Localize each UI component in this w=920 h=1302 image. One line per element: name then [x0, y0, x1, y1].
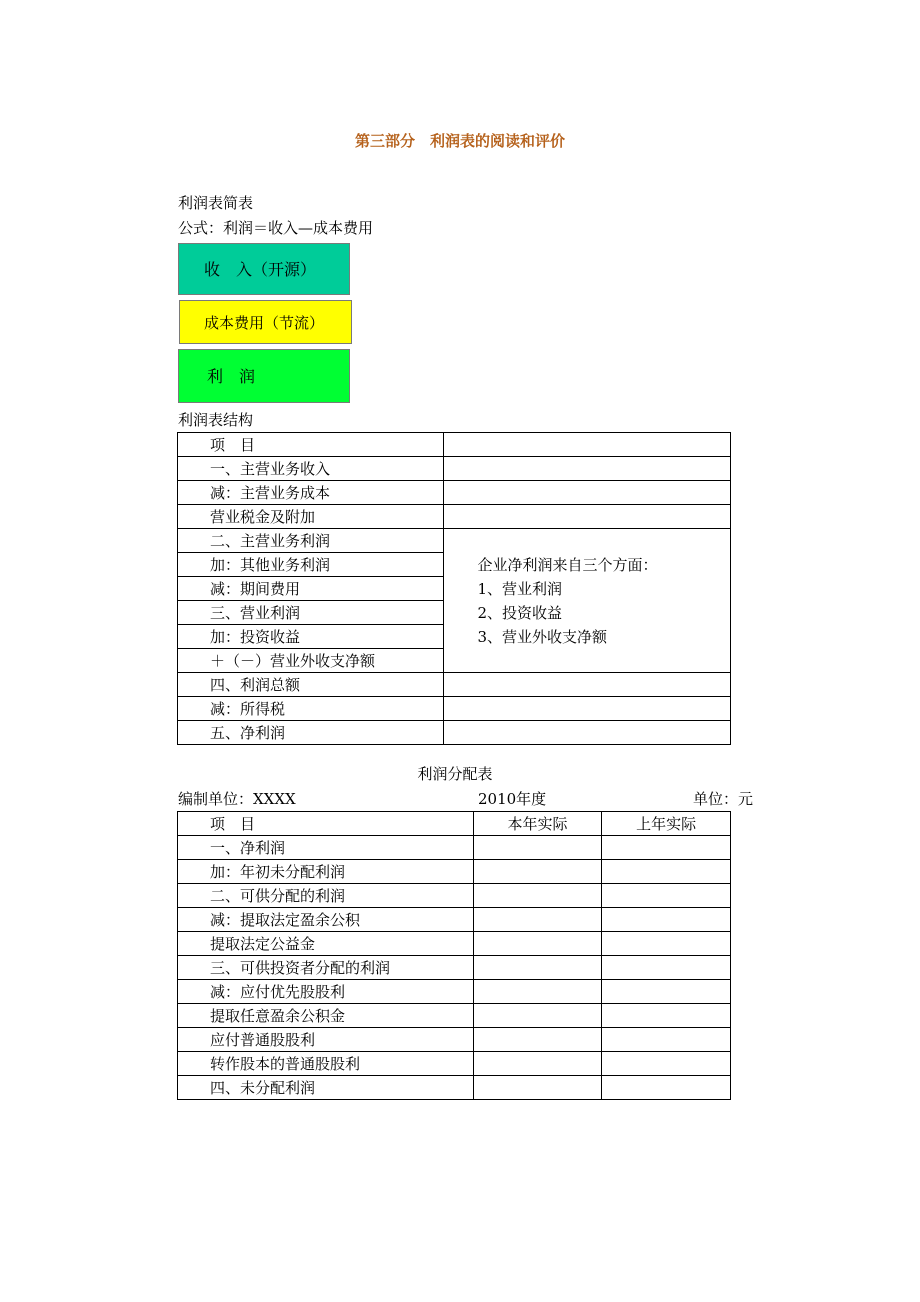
table-cell: 三、可供投资者分配的利润 — [178, 956, 474, 980]
table-cell: 加：年初未分配利润 — [178, 860, 474, 884]
table-row — [178, 721, 731, 745]
structure-heading: 利润表结构 — [178, 411, 254, 429]
table-row — [178, 956, 731, 980]
table-cell: 减：期间费用 — [178, 577, 444, 601]
table-cell: 四、未分配利润 — [178, 1076, 474, 1100]
table-cell: 减：所得税 — [178, 697, 444, 721]
table-cell: 应付普通股股利 — [178, 1028, 474, 1052]
table-cell: 二、主营业务利润 — [178, 529, 444, 553]
profit-box: 利 润 — [178, 349, 350, 403]
table-row — [178, 1076, 731, 1100]
table-cell: 加：其他业务利润 — [178, 553, 444, 577]
table-cell: 一、主营业务收入 — [178, 457, 444, 481]
table-cell: 减：应付优先股股利 — [178, 980, 474, 1004]
table-row — [178, 836, 731, 860]
table-row — [178, 884, 731, 908]
table-row — [178, 433, 731, 457]
table-cell: 五、净利润 — [178, 721, 444, 745]
table-cell: 减：主营业务成本 — [178, 481, 444, 505]
table-cell: 加：投资收益 — [178, 625, 444, 649]
table-row — [178, 908, 731, 932]
profit-source-note — [443, 529, 730, 673]
table-row — [178, 529, 731, 553]
table-cell: 营业税金及附加 — [178, 505, 444, 529]
table-row — [178, 932, 731, 956]
table-row — [178, 457, 731, 481]
column-header: 上年实际 — [602, 812, 731, 836]
table-cell: 三、营业利润 — [178, 601, 444, 625]
distribution-heading: 利润分配表 — [417, 765, 493, 783]
table-cell: 提取任意盈余公积金 — [178, 1004, 474, 1028]
income-structure-table — [177, 432, 731, 745]
note-line: 2、投资收益 — [477, 603, 563, 622]
column-header: 本年实际 — [473, 812, 602, 836]
table-row — [178, 505, 731, 529]
formula-text: 公式：利润＝收入—成本费用 — [178, 219, 374, 237]
table-header-row — [178, 812, 731, 836]
column-header: 项 目 — [178, 812, 474, 836]
summary-heading: 利润表简表 — [178, 194, 254, 212]
unit-left: 编制单位：XXXX — [178, 790, 296, 808]
year-label: 2010年度 — [478, 790, 547, 808]
note-line: 企业净利润来自三个方面： — [477, 555, 658, 574]
note-line: 1、营业利润 — [477, 579, 563, 598]
table-cell: 减：提取法定盈余公积 — [178, 908, 474, 932]
table-cell: 转作股本的普通股股利 — [178, 1052, 474, 1076]
table-row — [178, 481, 731, 505]
note-line: 3、营业外收支净额 — [477, 627, 608, 646]
table-row — [178, 860, 731, 884]
table-cell: 项 目 — [178, 433, 444, 457]
unit-right: 单位：元 — [693, 790, 754, 808]
revenue-box: 收 入（开源） — [178, 243, 350, 295]
table-cell: 提取法定公益金 — [178, 932, 474, 956]
table-cell: 一、净利润 — [178, 836, 474, 860]
profit-distribution-table — [177, 811, 731, 1100]
table-row — [178, 673, 731, 697]
table-row — [178, 697, 731, 721]
table-row — [178, 1004, 731, 1028]
table-row — [178, 980, 731, 1004]
table-cell: 二、可供分配的利润 — [178, 884, 474, 908]
cost-box: 成本费用（节流） — [179, 300, 352, 344]
table-cell: 四、利润总额 — [178, 673, 444, 697]
page-title: 第三部分 利润表的阅读和评价 — [354, 132, 565, 150]
table-cell: ＋（－）营业外收支净额 — [178, 649, 444, 673]
table-row — [178, 1028, 731, 1052]
table-row — [178, 1052, 731, 1076]
